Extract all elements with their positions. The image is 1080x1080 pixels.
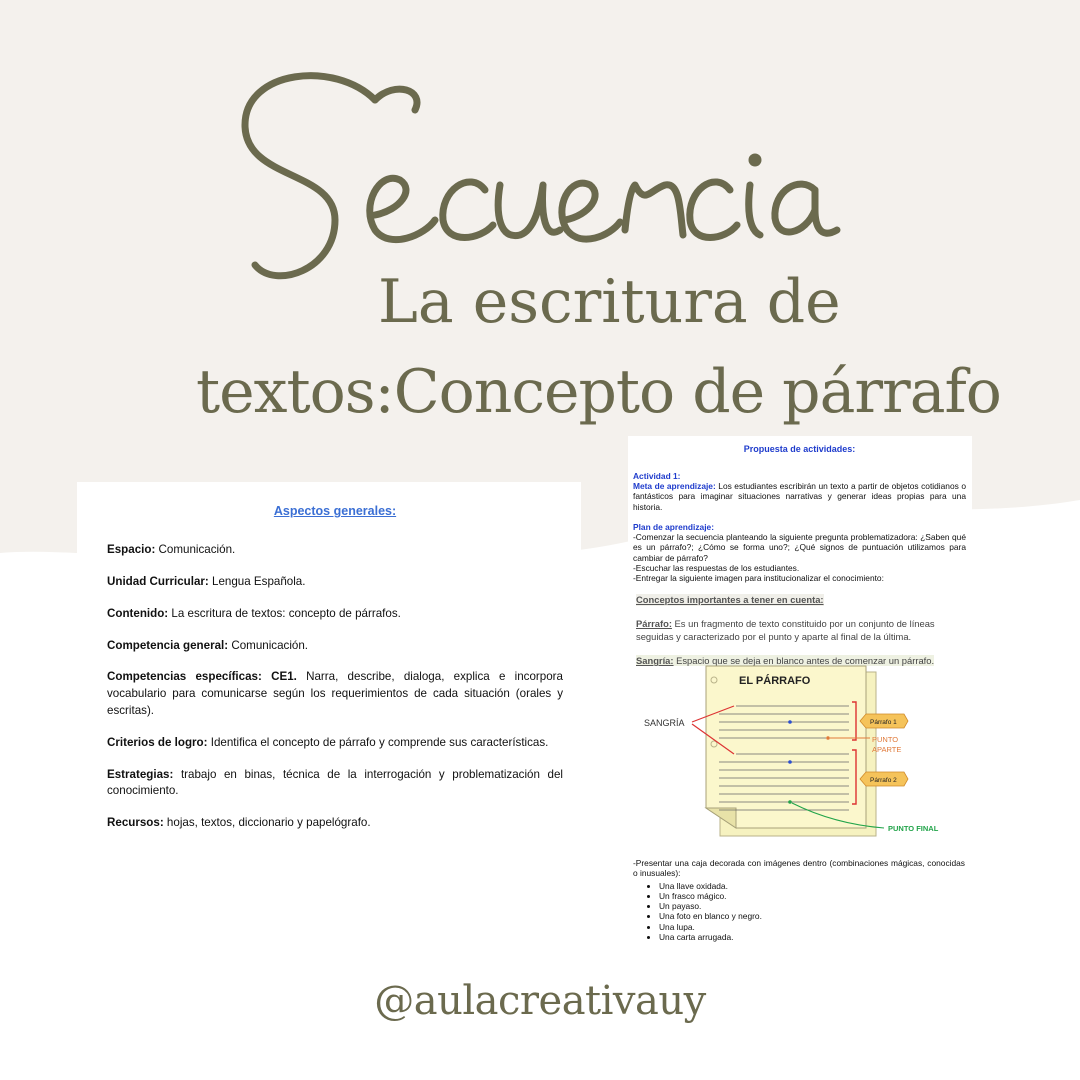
aspect-label: Contenido:	[107, 606, 169, 620]
concepts-section	[636, 594, 966, 668]
general-aspects-document	[77, 482, 581, 862]
aspect-text: La escritura de textos: concepto de párrafos.	[168, 606, 401, 620]
list-item: • Un frasco mágico.	[659, 891, 965, 901]
aspect-item	[107, 638, 563, 655]
meta-label: Meta de aprendizaje:	[633, 481, 716, 492]
list-item: • Una foto en blanco y negro.	[659, 911, 965, 921]
aspect-item	[107, 606, 563, 623]
sangria-tag: SANGRÍA	[644, 718, 685, 728]
aspect-label: Espacio:	[107, 543, 156, 557]
aspect-text: Lengua Española.	[208, 574, 306, 588]
plan-label: Plan de aprendizaje:	[633, 521, 714, 532]
subtitle-line-1: La escritura de	[378, 267, 841, 337]
title-script-lettering	[225, 40, 865, 300]
aspect-label: Criterios de logro:	[107, 735, 208, 749]
aspect-item	[107, 767, 563, 801]
items-list	[633, 881, 965, 943]
aspect-text: hojas, textos, diccionario y papelógrafo.	[163, 816, 371, 830]
aspect-text: Identifica el concepto de párrafo y comprende sus características.	[207, 735, 549, 749]
present-text: -Presentar una caja decorada con imágenes dentro (combinaciones mágicas, conocidas o inusuales):	[633, 858, 965, 879]
parrafo-label: Párrafo:	[636, 618, 672, 630]
general-aspects-heading: Aspectos generales:	[273, 504, 397, 518]
meta-text: Los estudiantes escribirán un texto a partir de objetos cotidianos o fantásticos para imaginar situaciones narrativas y generar ideas propias para una historia.	[633, 481, 966, 512]
aspect-item	[107, 669, 563, 719]
paragraph-diagram	[644, 664, 974, 846]
paper-sheet	[706, 666, 866, 828]
plan-line: -Comenzar la secuencia planteando la siguiente pregunta problematizadora: ¿Saben qué es un párrafo?; ¿Cómo se forma uno?; ¿Qué signos de puntuación utilizamos para cambiar de párrafo?	[633, 532, 966, 563]
punto-final-tag: PUNTO FINAL	[888, 824, 939, 833]
plan-line: -Escuchar las respuestas de los estudiantes.	[633, 562, 800, 573]
aspect-label: Recursos:	[107, 816, 164, 830]
aspect-text: trabajo en binas, técnica de la interrogación y problematización del conocimiento.	[107, 767, 563, 798]
activity-label: Actividad 1:	[633, 470, 681, 481]
list-item: • Una carta arrugada.	[659, 932, 965, 942]
parrafo-1-tag: Párrafo 1	[870, 719, 897, 726]
sangria-text: Espacio que se deja en blanco antes de comenzar un párrafo.	[673, 655, 935, 667]
plan-line: -Entregar la siguiente imagen para institucionalizar el conocimiento:	[633, 573, 884, 584]
aspect-label: Unidad Curricular:	[107, 574, 209, 588]
aspect-item	[107, 542, 563, 559]
diagram-title: EL PÁRRAFO	[739, 675, 811, 687]
list-item: • Una lupa.	[659, 922, 965, 932]
meta-paragraph	[633, 481, 966, 512]
sangria-label: Sangría:	[636, 655, 674, 667]
punto-aparte-line1: PUNTO	[872, 735, 899, 744]
aspect-text: Narra, describe, dialoga, explica e incorpora vocabulario para comunicarse según los requerimientos de cada situación (orales y escritas).	[107, 670, 563, 717]
concepts-heading: Conceptos importantes a tener en cuenta:	[636, 594, 824, 605]
script-title	[225, 40, 865, 300]
parrafo-text: Es un fragmento de texto constituido por un conjunto de líneas seguidas y caracterizado por el punto y aparte al final de la última.	[636, 618, 935, 642]
subtitle-line-2: textos:Concepto de párrafo	[196, 357, 1001, 427]
aspect-label: Competencia general:	[107, 638, 229, 652]
activities-document	[628, 436, 972, 956]
social-handle: @aulacreativauy	[374, 978, 706, 1024]
punto-aparte-line2: APARTE	[872, 745, 902, 754]
aspect-item	[107, 574, 563, 591]
aspect-item	[107, 735, 563, 752]
list-item: • Una llave oxidada.	[659, 881, 965, 891]
aspect-label: Estrategias:	[107, 767, 174, 781]
aspect-text: Comunicación.	[155, 543, 236, 557]
activities-heading: Propuesta de actividades:	[743, 444, 856, 454]
parrafo-definition	[636, 618, 966, 643]
list-item: • Un payaso.	[659, 901, 965, 911]
parrafo-2-tag: Párrafo 2	[870, 777, 897, 784]
present-section	[633, 858, 965, 942]
aspect-item	[107, 815, 563, 832]
aspect-label: Competencias específicas: CE1.	[107, 670, 297, 684]
aspect-text: Comunicación.	[228, 638, 309, 652]
